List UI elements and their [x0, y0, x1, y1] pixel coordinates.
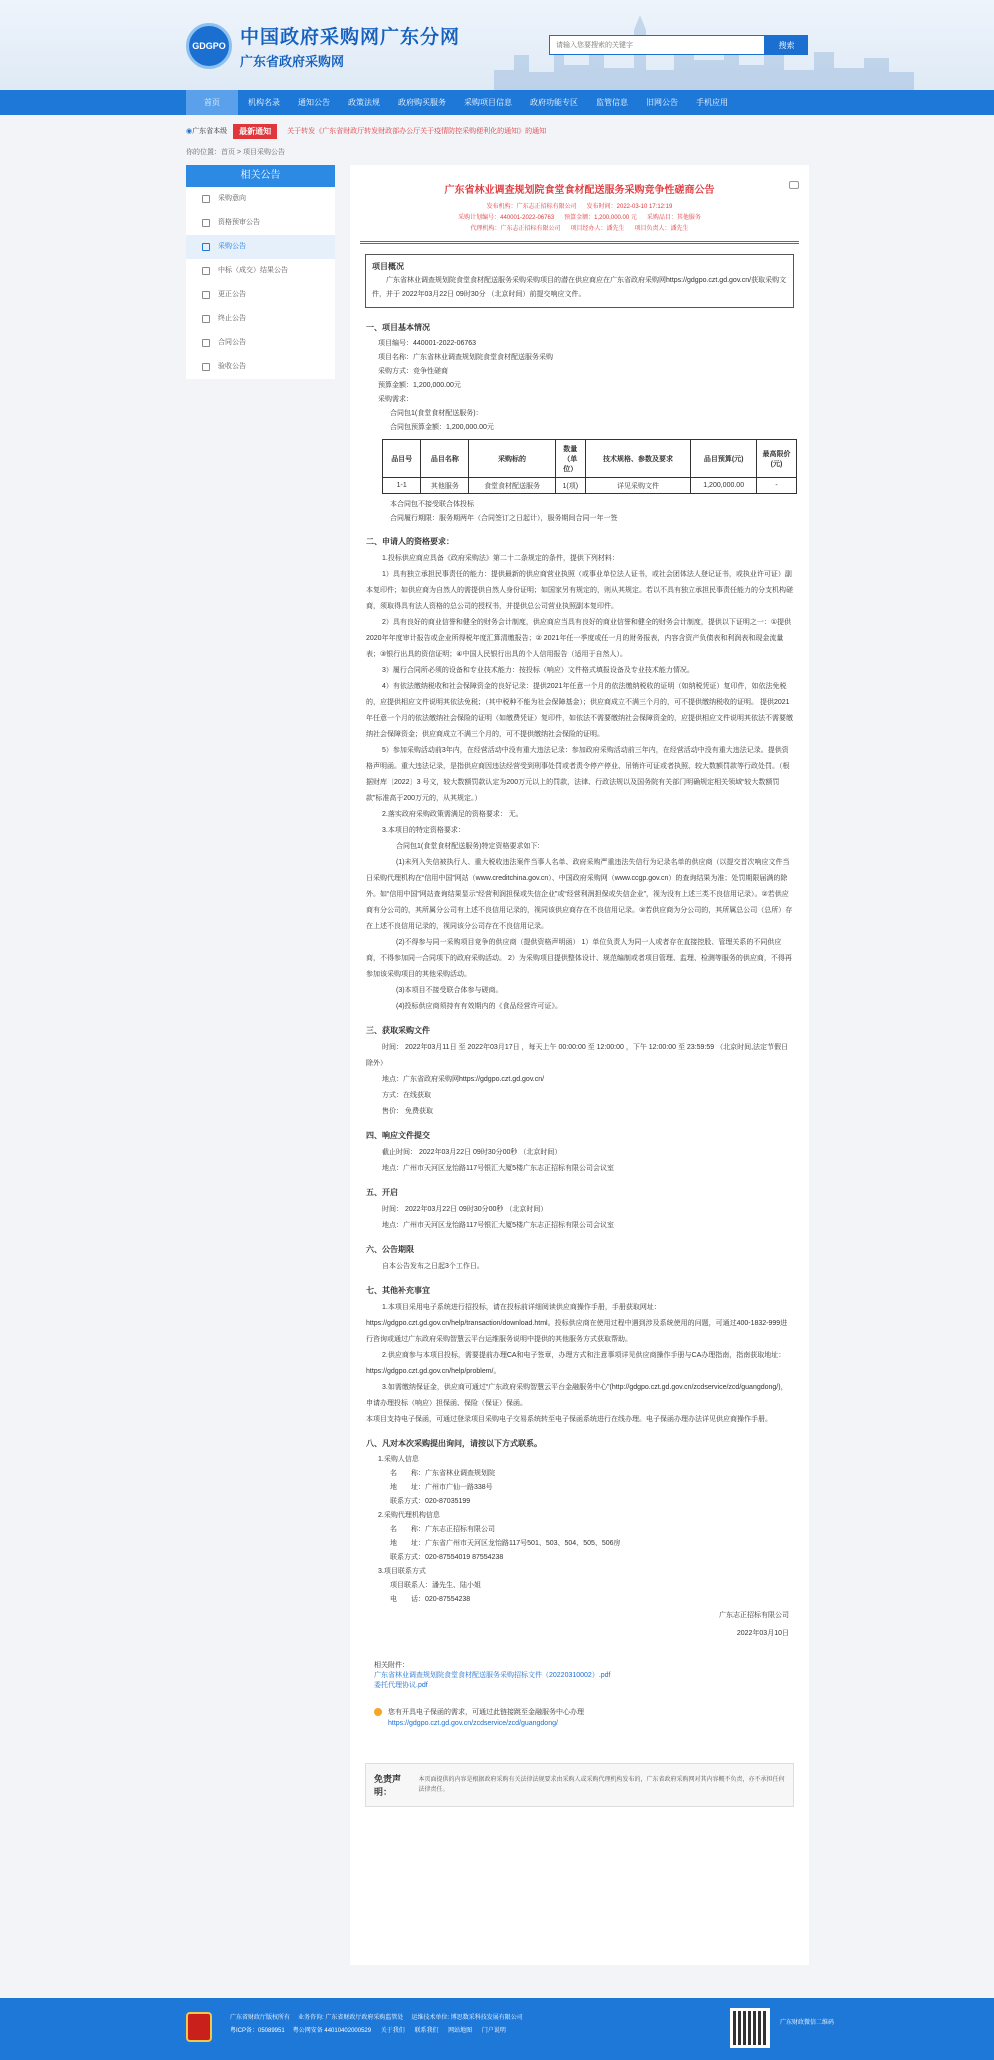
nav-notices[interactable]: 通知公告 [298, 98, 330, 107]
search-button[interactable]: 搜索 [765, 35, 808, 55]
announcement-meta: 发布机构：广东志正招标有限公司 发布时间：2022-03-10 17:12:19 采购计划编号：440001-2022-06763 预算金额：1,200,000.00 元 采购品目：其他服务 代理机构：广东志正招标有限公司 项目经办人：潘先生 项目负责人：潘先生 [458, 204, 701, 232]
nav-projects[interactable]: 采购项目信息 [464, 98, 512, 107]
search-bar [549, 35, 808, 55]
announcement-panel: 广东省林业调查规划院食堂食材配送服务采购竞争性磋商公告 发布机构：广东志正招标有限公司 发布时间：2022-03-10 17:12:19 采购计划编号：440001-2022-06763 预算金额：1,200,000.00 元 采购品目：其他服务 代理机构：广东志正招标有限公司 项目经办人：潘先生 项目负责人：潘先生 项目概况 广东省林业调查规划院食堂食材配送服务采购采购项目的潜在供应商应在广东省政府采购网https://gdgpo.czt.gd.gov.cn/获取采购文件，并于 2022年03月22日 09时30分 （北京时间）前提交响应文件。 一、项目基本情况 项目编号：440001-2022-06763 项目名称：广东省林业调查规划院食堂食材配送服务采购 采购方式：竞争性磋商 预算金额：1,200,000.00元 采购需求： 合同包1(食堂食材配送服务)： 合同包预算金额：1,200,000.00元 品目号 品目名称 采购标的 数量（单位） 技术规格、参数及要求 品目预算(元) 最高限价(元) 1-1 其他服务 食堂食材配送服务 1(项) 详见采购文件 1,200,000.00 - 本合同包不接受联合体投标 合同履行期限：服务期两年（合同签订之日起计），服务期间合同一年一签 二、申请人的资格要求： 1.投标供应商应具备《政府采购法》第二十二条规定的条件，提供下列材料： 1）具有独立承担民事责任的能力：提供最新的供应商营业执照（或事业单位法人证书，或社会团体法人登记证书，或执业许可证）副本复印件；如供应商为自然人的需提供自然人身份证明；如国家另有规定的，则从其规定。若以不具有独立承担民事责任能力的分支机构磋商，须取得具有法人资格的总公司的授权书，并提供总公司营业执照副本复印件。 2）具有良好的商业信誉和健全的财务会计制度，供应商应当具有良好的商业信誉和健全的财务会计制度，提供以下证明之一：①提供2020年年度审计报告或企业所得税年度汇算清缴报告；② 2021年任一季度或任一月的财务报表，内容含资产负债表和利润表和现金流量表；③银行出具的资信证明；④中国人民银行出具的个人信用报告（适用于自然人）。 3）履行合同所必须的设备和专业技术能力：按投标（响应）文件格式填报设备及专业技术能力情况。 4）有依法缴纳税收和社会保障资金的良好记录：提供2021年任意一个月的依法缴纳税收的证明（如纳税凭证）复印件，如依法免税的，应提供相应文件说明其依法免税；（其中税种不能为社会保障基金）；供应商成立不满三个月的，可不提供缴纳税收的证明。 提供2021年任意一个月的依法缴纳社会保险的证明（如缴费凭证）复印件，如依法不需要缴纳社会保障资金的，应提供相应文件说明其依法不需要缴纳社会保障资金；供应商成立不满三个月的，可不提供缴纳社会保险的证明。 5）参加采购活动前3年内，在经营活动中没有重大违法记录：参加政府采购活动前三年内，在经营活动中没有重大违法记录。提供资格声明函。重大违法记录，是指供应商因违法经营受到刑事处罚或者责令停产停业、吊销许可证或者执照、较大数额罚款等行政处罚。（根据财库〔2022〕3 号文，较大数额罚款认定为200万元以上的罚款，法律、行政法规以及国务院有关部门明确规定相关领域“较大数额罚款”标准高于200万元的，从其规定。） 2.落实政府采购政策需满足的资格要求： 无。 3.本项目的特定资格要求： 合同包1(食堂食材配送服务)特定资格要求如下: (1)未列入失信被执行人、重大税收违法案件当事人名单、政府采购严重违法失信行为记录名单的供应商（以提交首次响应文件当日采购代理机构在“信用中国”网站（www.creditchina.gov.cn）、中国政府采购网（www.ccgp.gov.cn）的查询结果为准；处罚期限届满的除外。如“信用中国”网站查询结果显示“经营利润担保或失信企业”或“经营利润担保或失信企业”，视为没有上述三类不良信用记录）。②若供应商有分公司的，其所属分公司有上述不良信用记录的，视同该供应商存在不良信用记录。③若供应商为分公司的，其所属总公司（总所）存在上述不良信用记录的，视同该分公司存在不良信用记录。 (2)不得参与同一采购项目竞争的供应商（提供资格声明函） 1）单位负责人为同一人或者存在直接控股、管理关系的不同供应商，不得参加同一合同项下的政府采购活动。 2）为采购项目提供整体设计、规范编制或者项目管理、监理、检测等服务的供应商，不得再参加该采购项目的其他采购活动。 (3)本项目不接受联合体参与磋商。 (4)投标供应商须持有有效期内的《食品经营许可证》。 三、获取采购文件 时间： 2022年03月11日 至 2022年03月17日 ，每天上午 00:00:00 至 12:00:00 ，下午 12:00:00 至 23:59:59 （北京时间,法定节假日除外） 地点：广东省政府采购网https://gdgpo.czt.gd.gov.cn/ 方式：在线获取 售价： 免费获取 四、响应文件提交 截止时间： 2022年03月22日 09时30分00秒 （北京时间） 地点：广州市天河区龙怡路117号银汇大厦5楼广东志正招标有限公司会议室 五、开启 时间： 2022年03月22日 09时30分00秒 （北京时间） 地点：广州市天河区龙怡路117号银汇大厦5楼广东志正招标有限公司会议室 六、公告期限 自本公告发布之日起3个工作日。 七、其他补充事宜 1.本项目采用电子系统进行招投标，请在投标前详细阅读供应商操作手册，手册获取网址：https://gdgpo.czt.gd.gov.cn/help/transaction/download.html。投标供应商在使用过程中遇到涉及系统使用的问题，可通过400-1832-999进行咨询或通过广东政府采购智慧云平台运维服务说明中提供的其他服务方式获取帮助。 2.供应商参与本项目投标，需要提前办理CA和电子签章，办理方式和注意事项详见供应商操作手册与CA办理指南，指南获取地址：https://gdgpo.czt.gd.gov.cn/help/problem/。 3.如需缴纳保证金，供应商可通过“广东政府采购智慧云平台金融服务中心”(http://gdgpo.czt.gd.gov.cn/zcdservice/zcd/guangdong/)，申请办理投标（响应）担保函、保险（保证）保函。 本项目支持电子保函，可通过登录项目采购电子交易系统转至电子保函系统进行在线办理。电子保函办理办法详见供应商操作手册。 八、凡对本次采购提出询问，请按以下方式联系。 1.采购人信息 名 称：广东省林业调查规划院 地 址：广州市广仙一路338号 联系方式：020-87035199 2.采购代理机构信息 名 称：广东志正招标有限公司 地 址：广东省广州市天河区龙怡路117号501、503、504、505、506房 联系方式：020-87554019 87554238 3.项目联系方式 项目联系人：潘先生、陆小姐 电 话：020-87554238 广东志正招标有限公司 2022年03月10日 相关附件： 广东省林业调查规划院食堂食材配送服务采购招标文件（20220310002）.pdf 委托代理协议.pdf 您有开具电子保函的需求，可通过此链接跳至金融服务中心办理 https://gdgpo.czt.gd.gov.cn/zcdservice/zcd/guangdong/ 免责声明： 本页面提供的内容是根据政府采购有关法律法规要求由采购人或采购代理机构发布的，广东省政府采购网对其内容概不负责，亦不承担任何法律责任。 [350, 165, 809, 1965]
nav-institutions[interactable]: 机构名录 [248, 98, 280, 107]
sidebar-item-intent[interactable]: 采购意向 [186, 187, 335, 211]
announcement-title: 广东省林业调查规划院食堂食材配送服务采购竞争性磋商公告 [444, 185, 715, 196]
government-emblem-icon [186, 2012, 212, 2042]
breadcrumb: 你的位置：首页 > 项目采购公告 [186, 149, 285, 156]
sidebar-item-acceptance[interactable]: 验收公告 [186, 355, 335, 379]
nav-home[interactable]: 首页 [186, 90, 238, 115]
signature-org: 广东志正招标有限公司 [719, 1612, 789, 1619]
section-heading: 四、响应文件提交 [366, 1131, 430, 1140]
attachment-link[interactable]: 委托代理协议.pdf [374, 1682, 428, 1689]
latest-notice-badge: 最新通知 [233, 124, 277, 139]
section-heading: 七、其他补充事宜 [366, 1286, 430, 1295]
main-nav [0, 90, 994, 115]
section-heading: 二、申请人的资格要求： [366, 537, 454, 546]
notice-bar [186, 122, 806, 140]
footer-link-sitemap[interactable]: 网站地图 [448, 2028, 473, 2034]
nav-mobile[interactable]: 手机应用 [696, 98, 728, 107]
table-row: 1-1 其他服务 食堂食材配送服务 1(项) 详见采购文件 1,200,000.00 - [383, 478, 797, 494]
qr-label: 广东财政微信二维码 [780, 2020, 835, 2026]
document-icon [202, 339, 210, 347]
document-icon [202, 243, 210, 251]
footer-link-contact[interactable]: 联系我们 [414, 2028, 439, 2034]
sidebar-item-corrections[interactable]: 更正公告 [186, 283, 335, 307]
sidebar-item-termination[interactable]: 终止公告 [186, 307, 335, 331]
section-heading: 五、开启 [366, 1188, 398, 1197]
section-heading: 六、公告期限 [366, 1245, 414, 1254]
logo-subtitle: 广东省政府采购网 [240, 54, 345, 69]
document-icon [202, 363, 210, 371]
disclaimer: 免责声明： 本页面提供的内容是根据政府采购有关法律法规要求由采购人或采购代理机构发布的，广东省政府采购网对其内容概不负责，亦不承担任何法律责任。 [365, 1763, 794, 1807]
document-icon [202, 267, 210, 275]
sidebar-item-prequalification[interactable]: 资格预审公告 [186, 211, 335, 235]
search-input[interactable] [549, 35, 765, 55]
nav-policies[interactable]: 政策法规 [348, 98, 380, 107]
section-heading: 八、凡对本次采购提出询问，请按以下方式联系。 [366, 1439, 542, 1448]
footer-link-portal[interactable]: 门户说明 [481, 2028, 506, 2034]
site-footer: 广东省财政厅版权所有 业务咨询: 广东省财政厅政府采购监管处 运维技术单位: 博思数采科技发展有限公司 粤ICP备：05089951 粤公网安备 44010402000529 关于我们 联系我们 网站地图 门户说明 广东财政微信二维码 [0, 1998, 994, 2060]
section-heading: 三、获取采购文件 [366, 1026, 430, 1035]
notice-link[interactable]: 关于转发《广东省财政厅转发财政部办公厅关于疫情防控采购便利化的通知》的通知 [287, 128, 547, 135]
project-overview-box: 项目概况 广东省林业调查规划院食堂食材配送服务采购采购项目的潜在供应商应在广东省政府采购网https://gdgpo.czt.gd.gov.cn/获取采购文件，并于 2022年03月22日 09时30分 （北京时间）前提交响应文件。 [365, 254, 794, 308]
site-logo[interactable] [186, 22, 460, 70]
sidebar-title: 相关公告 [186, 165, 335, 187]
logo-title: 中国政府采购网广东分网 [240, 27, 461, 48]
document-icon [202, 315, 210, 323]
nav-old-site[interactable]: 旧网公告 [646, 98, 678, 107]
section-heading: 一、项目基本情况 [366, 323, 430, 332]
sidebar [186, 165, 335, 379]
document-icon [202, 195, 210, 203]
logo-badge-icon: GDGPO [186, 23, 232, 69]
sidebar-item-results[interactable]: 中标（成交）结果公告 [186, 259, 335, 283]
document-icon [202, 219, 210, 227]
print-icon[interactable] [789, 181, 799, 189]
footer-link-about[interactable]: 关于我们 [380, 2028, 405, 2034]
attachment-link[interactable]: 广东省林业调查规划院食堂食材配送服务采购招标文件（20220310002）.pdf [374, 1672, 611, 1679]
sidebar-item-procurement[interactable]: 采购公告 [186, 235, 335, 259]
info-icon [374, 1708, 382, 1716]
signature-date: 2022年03月10日 [736, 1630, 789, 1637]
guarantee-link[interactable]: https://gdgpo.czt.gd.gov.cn/zcdservice/zcd/guangdong/ [388, 1720, 558, 1727]
qr-code-icon [730, 2008, 770, 2048]
divider [360, 241, 799, 244]
sidebar-item-contracts[interactable]: 合同公告 [186, 331, 335, 355]
nav-functions[interactable]: 政府功能专区 [530, 98, 578, 107]
location-selector[interactable]: ◉ 广东省本级 [186, 126, 227, 136]
guarantee-hint: 您有开具电子保函的需求，可通过此链接跳至金融服务中心办理 https://gdgpo.czt.gd.gov.cn/zcdservice/zcd/guangdong/ [374, 1707, 799, 1729]
items-table: 品目号 品目名称 采购标的 数量（单位） 技术规格、参数及要求 品目预算(元) 最高限价(元) 1-1 其他服务 食堂食材配送服务 1(项) 详见采购文件 1,200,000.00 - [382, 439, 797, 494]
attachments: 相关附件： 广东省林业调查规划院食堂食材配送服务采购招标文件（20220310002）.pdf 委托代理协议.pdf [374, 1661, 799, 1691]
nav-supervision[interactable]: 监管信息 [596, 98, 628, 107]
nav-gov-services[interactable]: 政府购买服务 [398, 98, 446, 107]
document-icon [202, 291, 210, 299]
site-header [0, 0, 994, 90]
